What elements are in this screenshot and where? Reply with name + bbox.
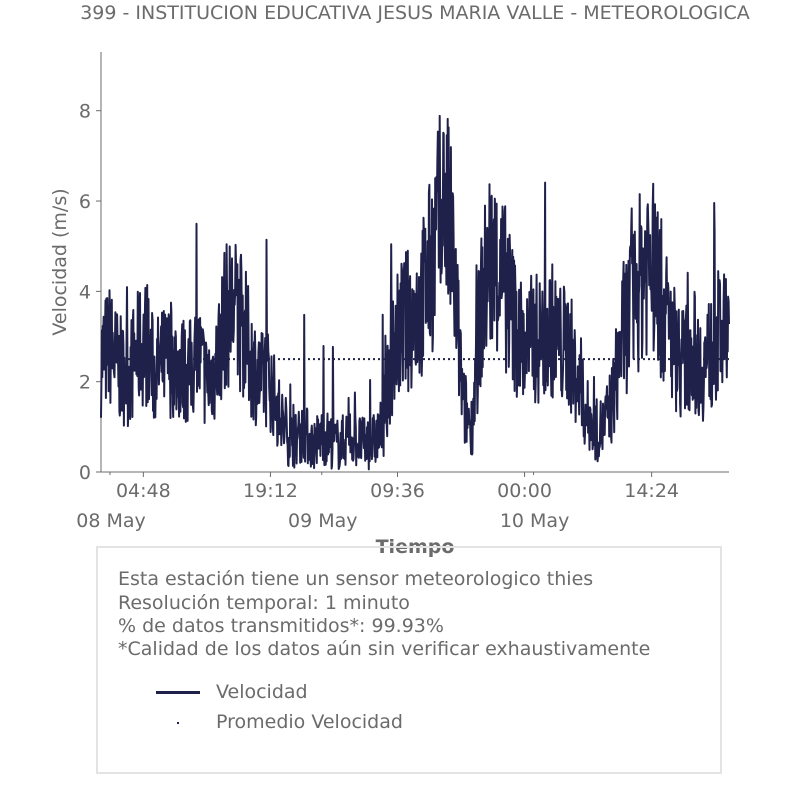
y-axis [79,52,101,484]
y-tick-label: 8 [78,100,91,123]
legend-line-velocidad [156,691,200,694]
x-axis [76,472,729,532]
x-tick-label: 14:24 [624,480,680,502]
quality-note-text: *Calidad de los datos aún sin verificar exhaustivamente [118,638,651,660]
resolution-text: Resolución temporal: 1 minuto [118,592,410,614]
x-tick-label: 00:00 [497,480,552,502]
x-tick-label: 19:12 [243,480,298,502]
transmitted-text: % de datos transmitidos*: 99.93% [118,615,444,637]
y-tick-label: 4 [78,281,91,304]
y-tick-label: 6 [78,191,91,214]
legend-label-promedio: Promedio Velocidad [216,711,403,733]
series-velocidad [101,116,729,470]
y-tick-label: 2 [78,371,91,394]
chart-title: 399 - INSTITUCION EDUCATIVA JESUS MARIA VALLE - METEOROLOGICA [80,2,750,24]
series-layer [101,116,729,470]
legend-dot-promedio [177,722,179,724]
y-axis-label: Velocidad (m/s) [49,188,71,336]
sensor-info-text: Esta estación tiene un sensor meteorologico thies [118,568,594,590]
x-date-label: 09 May [288,510,358,532]
legend-label-velocidad: Velocidad [216,681,308,703]
y-tick-label: 0 [78,462,91,484]
x-tick-label: 09:36 [370,480,425,502]
x-tick-label: 04:48 [115,480,171,502]
info-box [96,546,722,774]
x-date-label: 10 May [499,510,570,532]
x-axis-label: Tiempo [375,536,455,558]
x-date-label: 08 May [76,510,146,532]
